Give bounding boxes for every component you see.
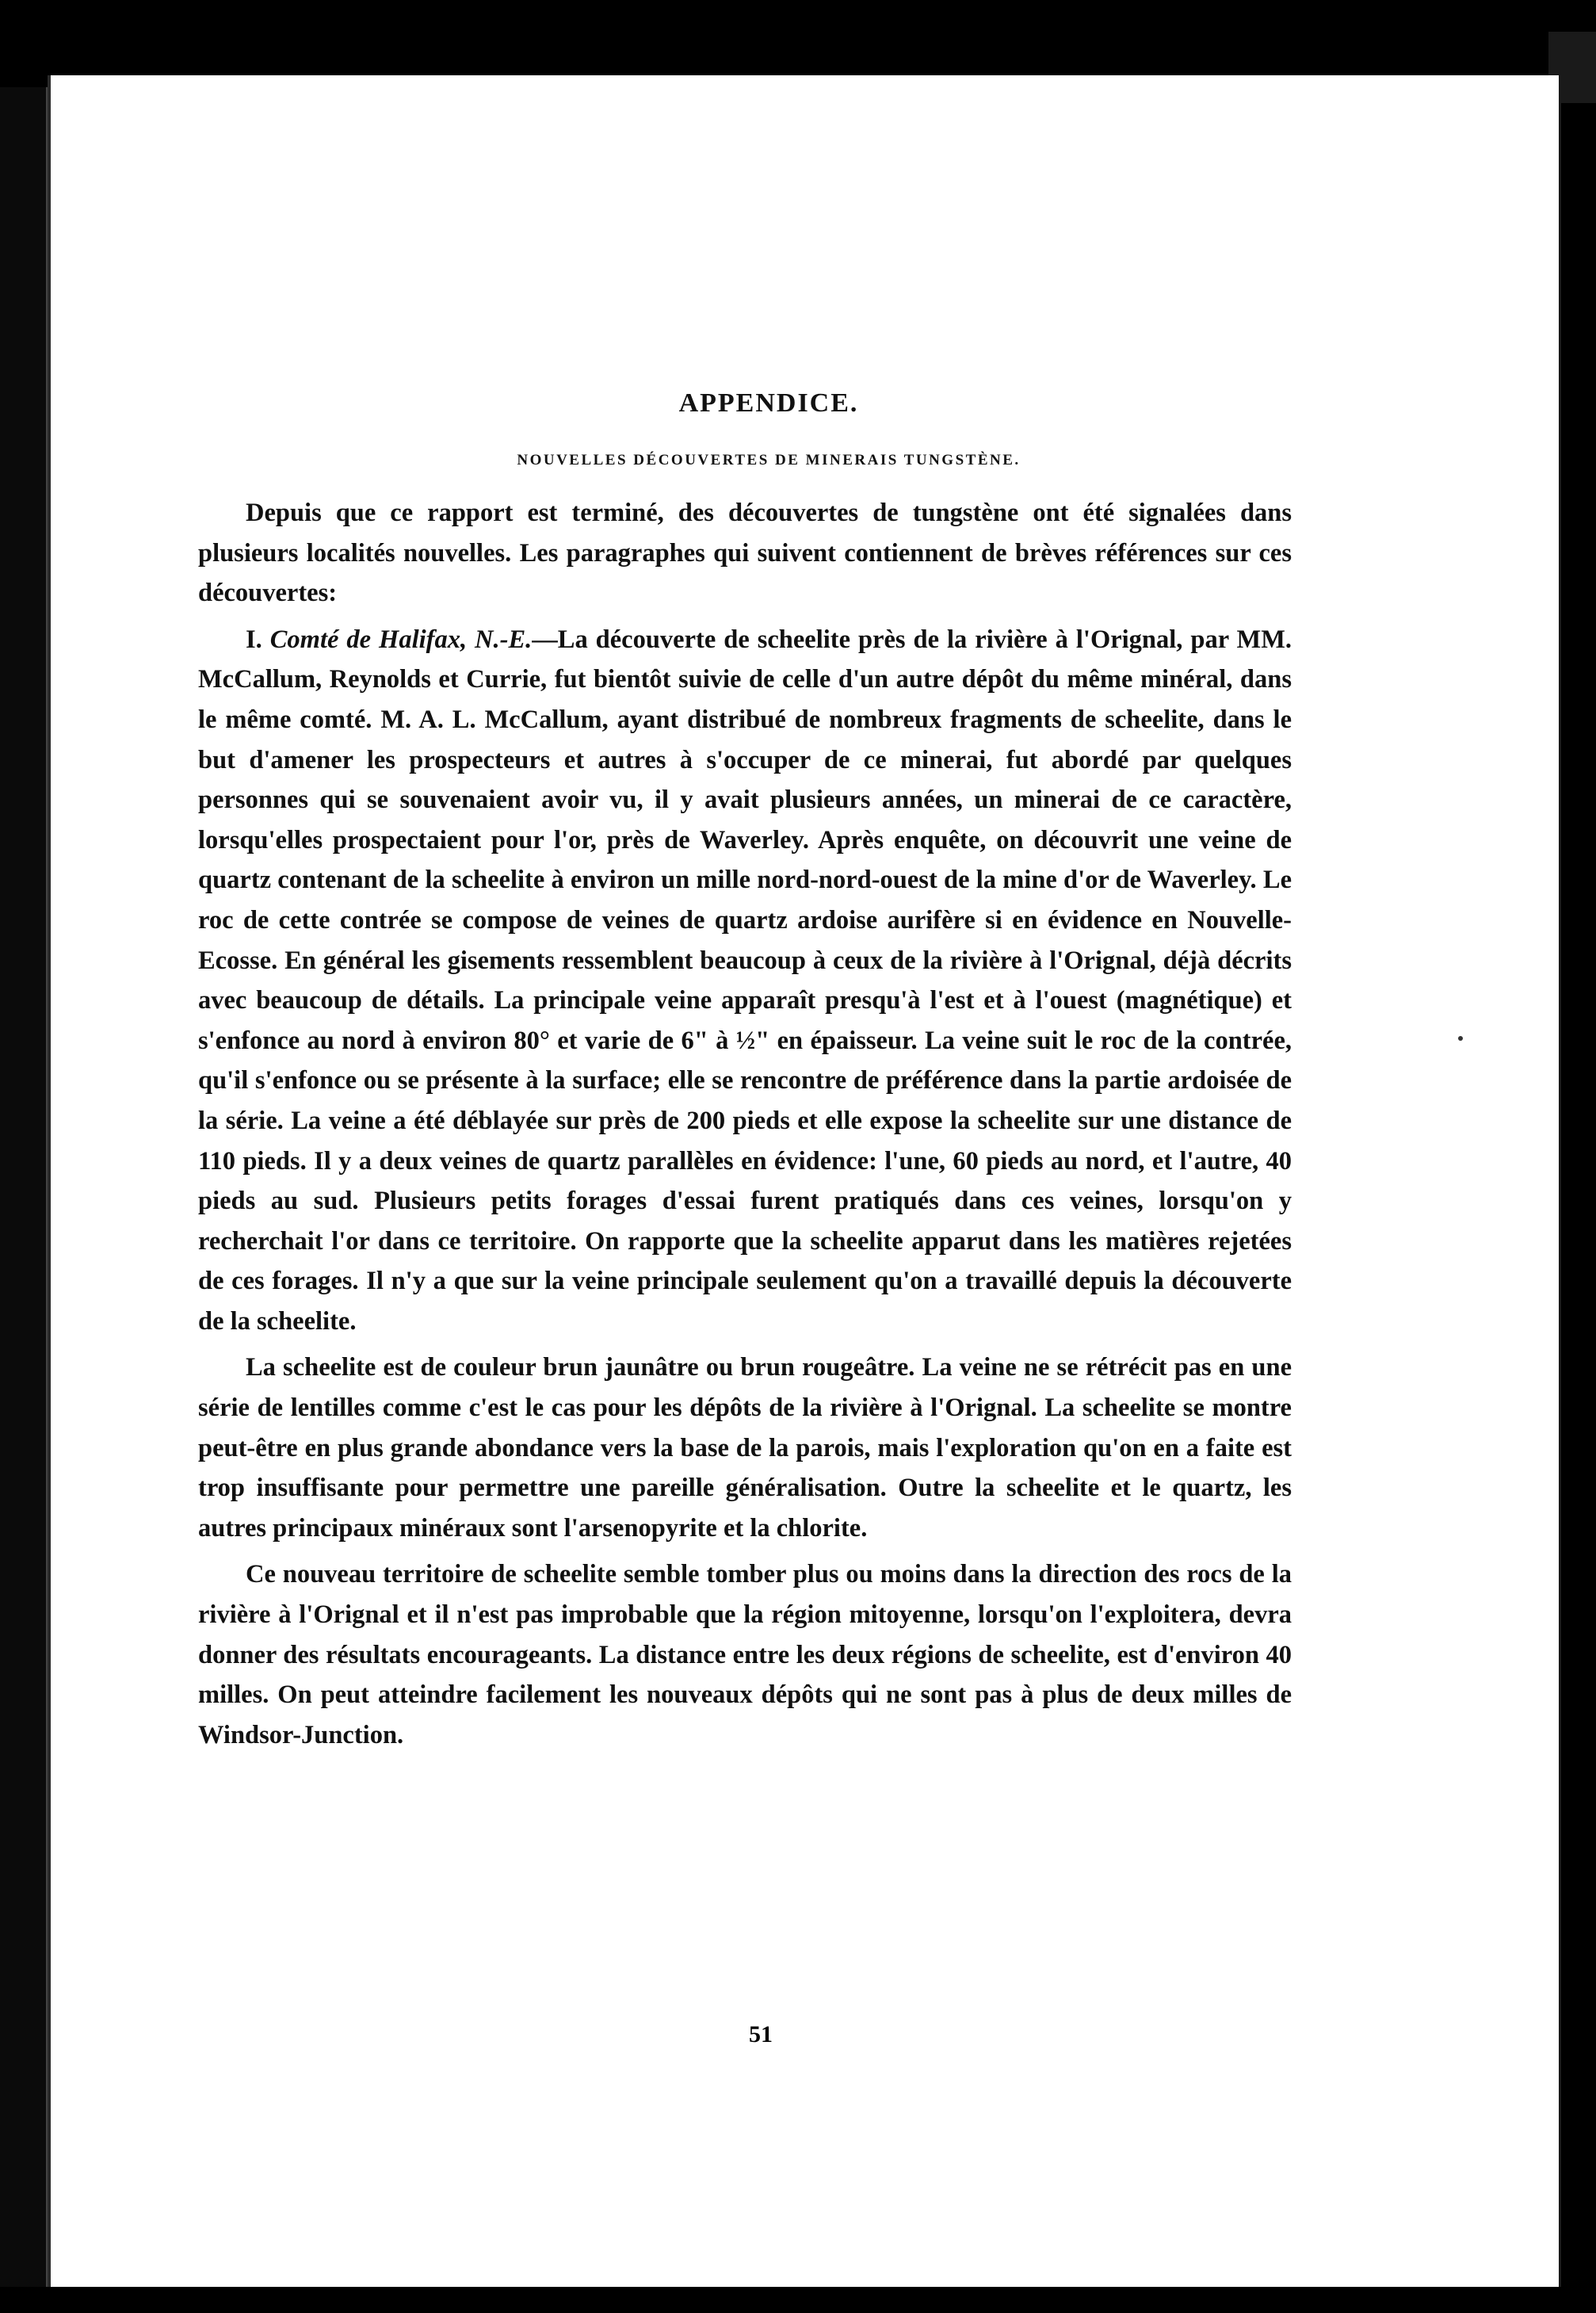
paragraph-new-territory [198, 1554, 1292, 1755]
section-subtitle: NOUVELLES DÉCOUVERTES DE MINERAIS TUNGSTÈNE. [517, 452, 1021, 468]
paragraph-lead: I. [246, 625, 270, 654]
adjacent-page-edge [0, 87, 48, 2287]
paragraph-intro [198, 493, 1292, 614]
page-content [198, 388, 1292, 1755]
paragraph-text: Depuis que ce rapport est terminé, des découvertes de tungstène ont été signalées dans plusieurs localités nouvelles. Les paragraphes qui suivent contiennent de brèves références sur ces découvertes: [198, 499, 1292, 608]
paragraph-scheelite-color [198, 1348, 1292, 1548]
page-number: 51 [749, 2021, 773, 2047]
ink-speck [1458, 1036, 1463, 1041]
paragraph-text: La scheelite est de couleur brun jaunâtre ou brun rougeâtre. La veine ne se rétrécit pas en une série de lentilles comme c'est le cas pour les dépôts de la rivière à l'Orignal. La scheelite se montre peut-être en plus grande abondance vers la base de la parois, mais l'exploration qu'on en a faite est trop insuffisante pour permettre une pareille généralisation. Outre la scheelite et le quartz, les autres principaux minéraux sont l'arsenopyrite et la chlorite. [198, 1353, 1292, 1543]
paragraph-lead-italic: Comté de Halifax, N.-E. [269, 625, 533, 654]
paragraph-text: Ce nouveau territoire de scheelite semble tomber plus ou moins dans la direction des rocs de la rivière à l'Orignal et il n'est pas improbable que la région mitoyenne, lorsqu'on l'exploitera, devra donner des résultats encourageants. La distance entre les deux régions de scheelite, est d'environ 40 milles. On peut atteindre facilement les nouveaux dépôts qui ne sont pas à plus de deux milles de Windsor-Junction. [198, 1560, 1292, 1749]
paragraph-text: —La découverte de scheelite près de la rivière à l'Orignal, par MM. McCallum, Reynolds et Currie, fut bientôt suivie de celle d'un autre dépôt du même minéral, dans le même comté. M. A. L. McCallum, ayant distribué de nombreux fragments de scheelite, dans le but d'amener les prospecteurs et autres à s'occuper de ce minerai, fut abordé par quelques personnes qui se souvenaient avoir vu, il y avait plusieurs années, un minerai de ce caractère, lorsqu'elles prospectaient pour l'or, près de Waverley. Après enquête, on découvrit une veine de quartz contenant de la scheelite à environ un mille nord-nord-ouest de la mine d'or de Waverley. Le roc de cette contrée se compose de veines de quartz ardoise aurifère si en évidence en Nouvelle-Ecosse. En général les gisements ressemblent beaucoup à ceux de la rivière à l'Orignal, déjà décrits avec beaucoup de détails. La principale veine apparaît presqu'à l'est et à l'ouest (magnétique) et s'enfonce au nord à environ 80° et varie de 6" à ½" en épaisseur. La veine suit le roc de la contrée, qu'il s'enfonce ou se présente à la surface; elle se rencontre de préférence dans la partie ardoisée de la série. La veine a été déblayée sur près de 200 pieds et elle expose la scheelite sur une distance de 110 pieds. Il y a deux veines de quartz parallèles en évidence: l'une, 60 pieds au nord, et l'autre, 40 pieds au sud. Plusieurs petits forages d'essai furent pratiqués dans ces veines, lorsqu'on y recherchait l'or dans ce territoire. On rapporte que la scheelite apparut dans les matières rejetées de ces forages. Il n'y a que sur la veine principale seulement qu'on a travaillé depuis la découverte de la scheelite. [198, 625, 1292, 1336]
page-title: APPENDICE. [678, 388, 859, 418]
paragraph-halifax [198, 620, 1292, 1342]
